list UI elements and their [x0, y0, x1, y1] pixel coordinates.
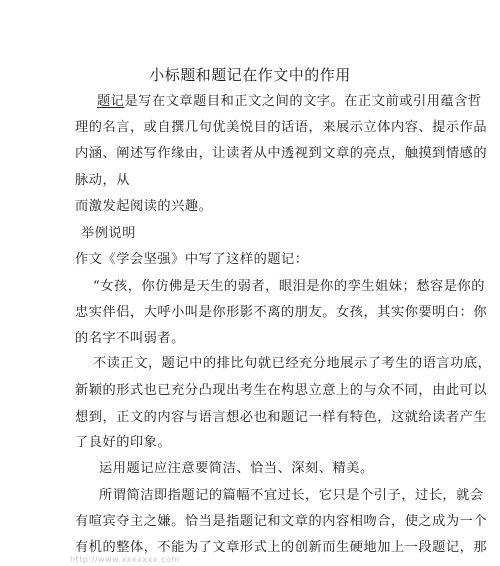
paragraph-line: 新颖的形式也已充分凸现出考生在构思立意上的与众不同，由此可以	[75, 383, 488, 398]
paragraph-line: 而激发起阅读的兴趣。	[75, 199, 213, 214]
paragraph-line: 所谓简洁即指题记的篇幅不宜过长，它只是个引子，过长，就会	[99, 488, 484, 503]
paragraph-line: 理的名言，或自撰几句优美悦目的话语，来展示立体内容、提示作品	[75, 120, 488, 135]
quote-line: 忠实伴侣，大呼小叫是你形影不离的朋友。女孩，其实你要明白：你	[75, 305, 488, 320]
paragraph-line: 不读正文，题记中的排比句就已经充分地展示了考生的语言功底，	[93, 356, 492, 371]
paragraph-line: 脉动，从	[75, 173, 130, 188]
term-underlined: 题记	[97, 94, 125, 109]
paragraph-line: 有喧宾夺主之嫌。恰当是指题记和文章的内容相吻合，使之成为一个	[75, 514, 488, 529]
paragraph-line: 运用题记应注意要简洁、恰当、深刻、精美。	[99, 461, 374, 476]
paragraph-line: 有机的整体，不能为了文章形式上的创新而生硬地加上一段题记，那	[75, 540, 488, 555]
watermark: http://www.xxxxxxx.com	[70, 555, 180, 564]
quote-line: 的名字不叫弱者。	[75, 331, 185, 346]
paragraph-line: 内涵、阐述写作缘由，让读者从中透视到文章的亮点，触摸到情感的	[75, 146, 488, 161]
paragraph-line: 题记是写在文章题目和正文之间的文字。在正文前或引用蕴含哲	[97, 94, 482, 109]
paragraph-line: 了良好的印象。	[75, 435, 172, 450]
quote-line: “女孩，你仿佛是天生的弱者，眼泪是你的孪生姐妹；愁容是你的	[93, 279, 485, 294]
paragraph-line: 作文《学会坚强》中写了这样的题记：	[75, 252, 309, 267]
paragraph-line: 想到，正文的内容与语言想必也和题记一样有特色，这就给读者产生	[75, 410, 488, 425]
section-heading: 举例说明	[81, 226, 136, 241]
document-title: 小标题和题记在作文中的作用	[149, 66, 351, 84]
